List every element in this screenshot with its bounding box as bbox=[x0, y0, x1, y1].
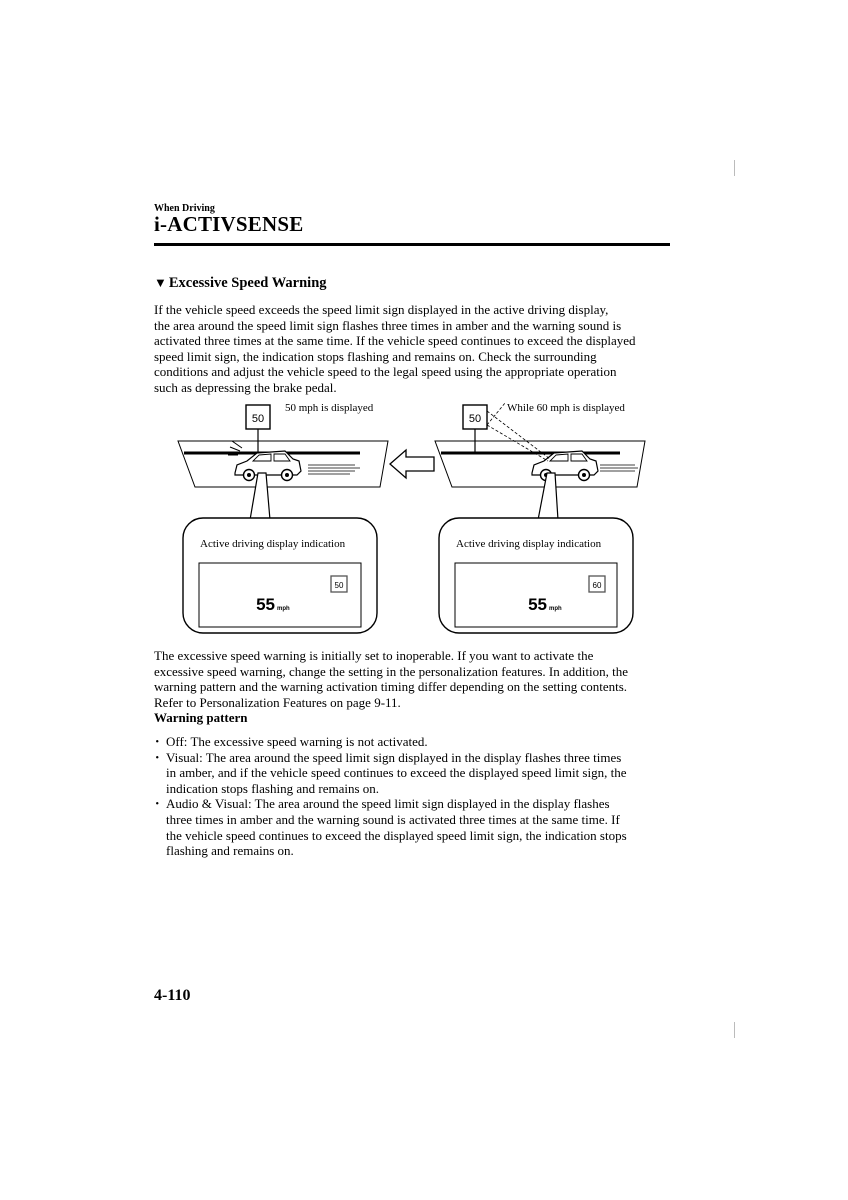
bullet-icon: ･ bbox=[154, 734, 161, 749]
warning-pattern-heading: Warning pattern bbox=[154, 710, 248, 725]
page-number: 4-110 bbox=[154, 987, 191, 1004]
right-caption: While 60 mph is displayed bbox=[507, 402, 625, 414]
pattern-item-audio-visual bbox=[154, 796, 674, 858]
pattern-item-visual bbox=[154, 750, 674, 797]
intro-line: conditions and adjust the vehicle speed to the legal speed using the appropriate operation bbox=[154, 364, 617, 380]
triangle-marker-icon: ▼ bbox=[154, 275, 167, 290]
left-caption: 50 mph is displayed bbox=[285, 402, 374, 414]
pattern-line: in amber, and if the vehicle speed continues to exceed the displayed speed limit sign, the bbox=[166, 765, 627, 781]
chapter-title: i-ACTIVSENSE bbox=[154, 212, 304, 236]
intro-line: If the vehicle speed exceeds the speed limit sign displayed in the active driving display, bbox=[154, 302, 609, 317]
right-display-sign-value: 60 bbox=[592, 581, 602, 590]
left-display-panel bbox=[199, 563, 361, 627]
pattern-line: Off: The excessive speed warning is not activated. bbox=[166, 734, 428, 749]
pattern-line: Visual: The area around the speed limit sign displayed in the display flashes three times bbox=[166, 749, 622, 765]
left-display-sign-value: 50 bbox=[334, 581, 344, 590]
crop-mark-top bbox=[734, 160, 735, 176]
transition-arrow-icon bbox=[390, 450, 434, 478]
section-label: When Driving bbox=[154, 203, 215, 214]
settings-line: The excessive speed warning is initially set to inoperable. If you want to activate the bbox=[154, 648, 594, 663]
left-road-sign-value: 50 bbox=[251, 413, 265, 425]
left-speed-value: 55 bbox=[256, 595, 275, 614]
warning-pattern-list bbox=[154, 734, 674, 859]
settings-paragraph bbox=[154, 648, 674, 710]
bullet-icon: ･ bbox=[154, 796, 161, 812]
settings-line: excessive speed warning, change the setting in the personalization features. In addition, the bbox=[154, 663, 628, 679]
heading-text: Excessive Speed Warning bbox=[168, 275, 327, 291]
right-speed-unit: mph bbox=[549, 606, 562, 612]
intro-line: activated three times at the same time. If the vehicle speed continues to exceed the displayed bbox=[154, 333, 636, 349]
pattern-line: Audio & Visual: The area around the speed limit sign displayed in the display flashes bbox=[166, 796, 610, 812]
right-callout-label: Active driving display indication bbox=[456, 538, 602, 550]
speed-warning-illustration bbox=[150, 395, 650, 645]
right-scene bbox=[435, 402, 645, 633]
intro-line: such as depressing the brake pedal. bbox=[154, 379, 337, 395]
intro-line: speed limit sign, the indication stops flashing and remains on. Check the surrounding bbox=[154, 348, 597, 364]
title-rule bbox=[154, 243, 670, 246]
right-speed-value: 55 bbox=[528, 595, 547, 614]
left-scene bbox=[178, 402, 388, 633]
crop-mark-bottom bbox=[734, 1022, 735, 1038]
pattern-line: flashing and remains on. bbox=[166, 843, 294, 859]
left-speed-unit: mph bbox=[277, 606, 290, 612]
section-heading bbox=[154, 275, 327, 292]
pattern-line: indication stops flashing and remains on. bbox=[166, 780, 380, 796]
intro-line: the area around the speed limit sign flashes three times in amber and the warning sound is bbox=[154, 317, 622, 333]
right-road-sign-value: 50 bbox=[468, 413, 482, 425]
pattern-line: the vehicle speed continues to exceed the displayed speed limit sign, the indication stops bbox=[166, 827, 627, 843]
pattern-item-off bbox=[154, 734, 674, 750]
pattern-line: three times in amber and the warning sound is activated three times at the same time. If bbox=[166, 811, 620, 827]
bullet-icon: ･ bbox=[154, 749, 161, 765]
settings-line: Refer to Personalization Features on page 9-11. bbox=[154, 694, 401, 710]
left-callout-label: Active driving display indication bbox=[200, 538, 346, 550]
intro-paragraph bbox=[154, 302, 674, 396]
settings-line: warning pattern and the warning activation timing differ depending on the setting contents. bbox=[154, 679, 628, 695]
